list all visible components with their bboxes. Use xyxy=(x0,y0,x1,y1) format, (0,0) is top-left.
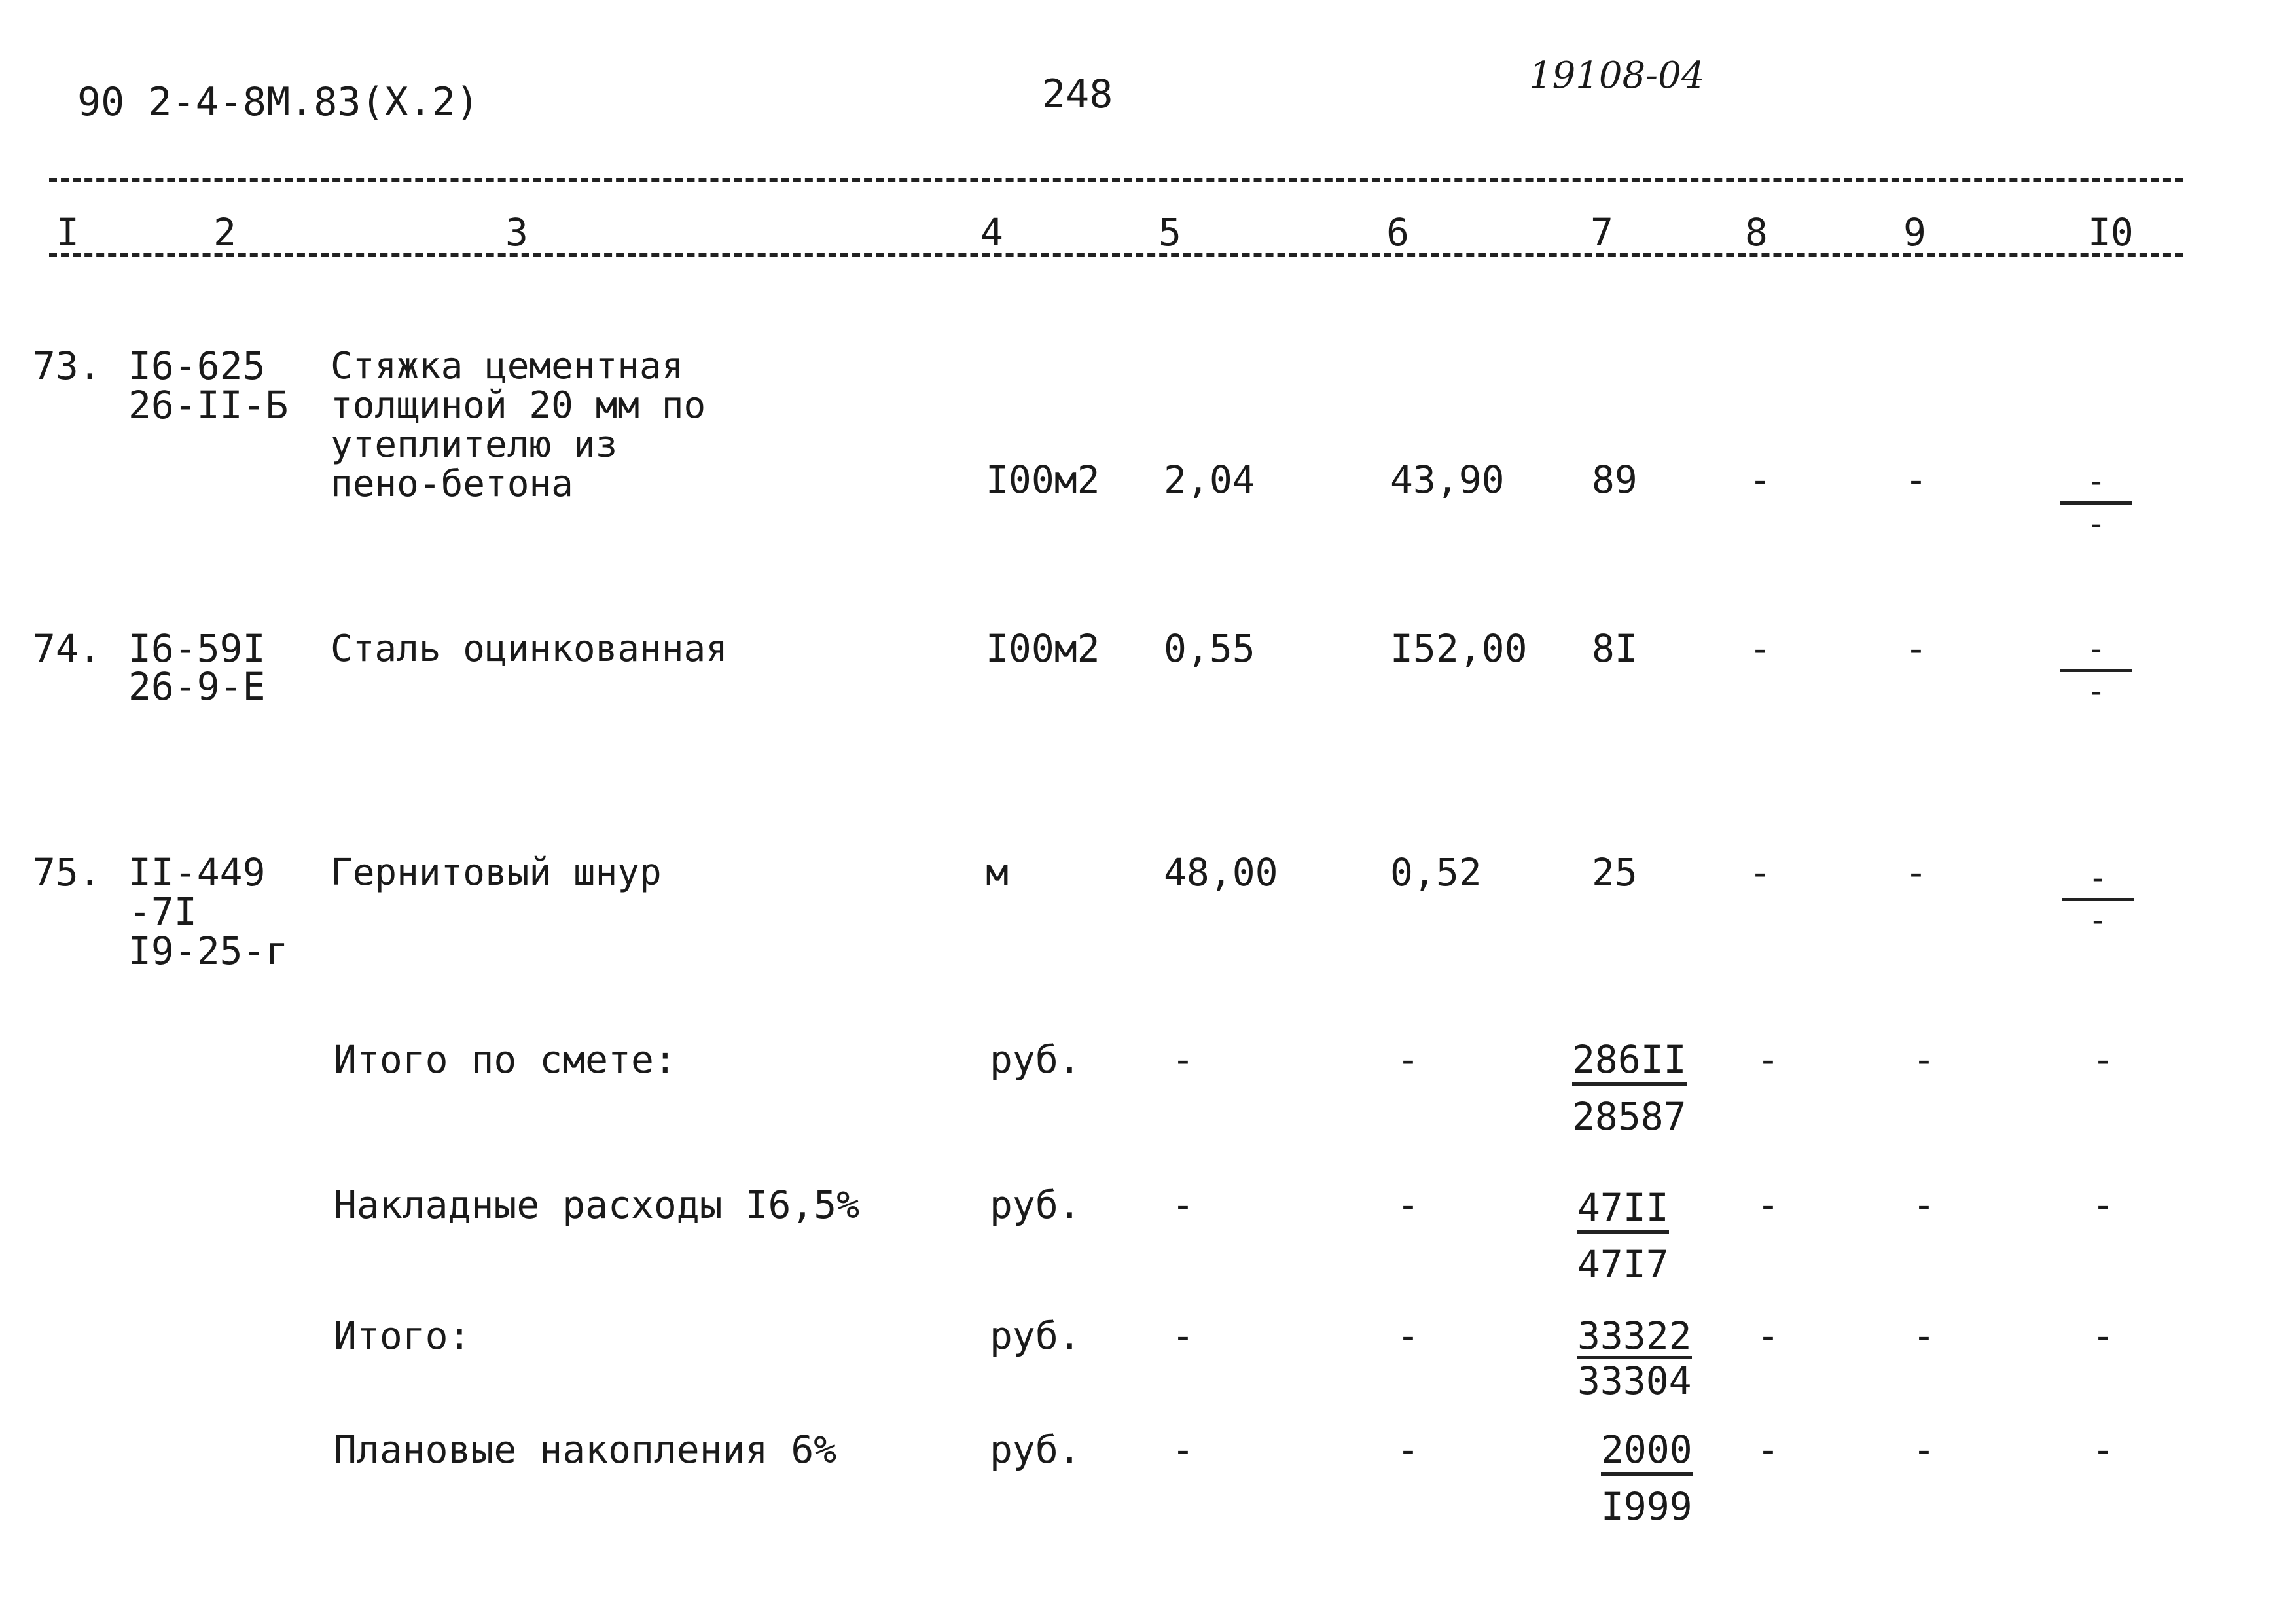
summary-col6: - xyxy=(1397,1313,1420,1358)
summary-col10: - xyxy=(2092,1313,2115,1358)
row-code-line: I6-59I xyxy=(128,626,266,671)
summary-col8: - xyxy=(1757,1427,1780,1472)
column-header: 3 xyxy=(505,210,528,255)
row-code-line: -7I xyxy=(128,889,197,934)
summary-unit: руб. xyxy=(990,1427,1081,1472)
page-number: 248 xyxy=(1042,71,1113,117)
summary-col5: - xyxy=(1172,1037,1194,1082)
summary-col8: - xyxy=(1757,1037,1780,1082)
fraction-bottom: I999 xyxy=(1601,1484,1693,1529)
fraction-top: - xyxy=(2088,860,2108,897)
summary-label: Итого: xyxy=(334,1313,471,1358)
summary-unit: руб. xyxy=(990,1037,1081,1082)
column-header: 8 xyxy=(1745,210,1768,255)
summary-col8: - xyxy=(1757,1183,1780,1227)
row-code-line: I9-25-г xyxy=(128,929,289,973)
row-description: Гернитовый шнур xyxy=(331,851,662,894)
column-header: 7 xyxy=(1590,210,1613,255)
fraction-top: 33322 xyxy=(1577,1313,1692,1358)
summary-total-fraction xyxy=(1577,1185,1669,1287)
header-bottom-rule xyxy=(49,253,2183,257)
fraction-bar xyxy=(2060,501,2132,505)
row-col8: - xyxy=(1749,850,1772,895)
column-header: I xyxy=(56,210,79,255)
fraction-top: - xyxy=(2087,463,2106,500)
row-price: 0,52 xyxy=(1390,850,1482,895)
row-col8: - xyxy=(1749,626,1772,671)
row-number: 74. xyxy=(33,626,101,671)
summary-col5: - xyxy=(1172,1183,1194,1227)
column-header: 2 xyxy=(213,210,236,255)
summary-label: Накладные расходы I6,5% xyxy=(334,1183,860,1227)
fraction-bottom: - xyxy=(2088,902,2108,939)
summary-col9: - xyxy=(1912,1183,1935,1227)
row-code-line: 26-II-Б xyxy=(128,383,289,427)
summary-total-fraction xyxy=(1572,1037,1687,1139)
row-col8: - xyxy=(1749,457,1772,502)
row-col10-fraction xyxy=(2062,860,2134,939)
fraction-bar xyxy=(2060,669,2132,672)
row-unit: I00м2 xyxy=(986,457,1100,502)
summary-col10: - xyxy=(2092,1427,2115,1472)
fraction-top: 47II xyxy=(1577,1188,1669,1234)
summary-unit: руб. xyxy=(990,1313,1081,1358)
column-header: 5 xyxy=(1158,210,1181,255)
column-header: I0 xyxy=(2088,210,2134,255)
header-top-rule xyxy=(49,178,2183,182)
summary-col8: - xyxy=(1757,1313,1780,1358)
row-unit: I00м2 xyxy=(986,626,1100,671)
row-col9: - xyxy=(1905,626,1928,671)
fraction-bottom: - xyxy=(2087,673,2106,710)
row-number: 73. xyxy=(33,344,101,388)
row-col10-fraction xyxy=(2060,631,2132,710)
row-code-line: II-449 xyxy=(128,850,266,895)
row-total: 8I xyxy=(1592,626,1638,671)
row-price: I52,00 xyxy=(1390,626,1528,671)
fraction-bottom: 47I7 xyxy=(1577,1242,1669,1287)
fraction-bottom: - xyxy=(2087,506,2106,543)
fraction-top: - xyxy=(2087,631,2106,668)
document-code: 90 2-4-8М.83(Х.2) xyxy=(77,79,480,125)
row-quantity: 48,00 xyxy=(1164,850,1278,895)
column-header: 6 xyxy=(1386,210,1409,255)
row-description: Сталь оцинкованная xyxy=(331,628,728,670)
row-description: Стяжка цементная толщиной 20 мм по утеплителю из пено-бетона xyxy=(331,345,706,505)
summary-label: Итого по смете: xyxy=(334,1037,677,1082)
fraction-top: 286II xyxy=(1572,1041,1687,1086)
row-quantity: 0,55 xyxy=(1164,626,1255,671)
summary-col6: - xyxy=(1397,1427,1420,1472)
summary-col5: - xyxy=(1172,1427,1194,1472)
summary-col6: - xyxy=(1397,1037,1420,1082)
row-col9: - xyxy=(1905,850,1928,895)
row-total: 25 xyxy=(1592,850,1638,895)
summary-col6: - xyxy=(1397,1183,1420,1227)
summary-total-fraction xyxy=(1601,1427,1693,1529)
row-code-line: I6-625 xyxy=(128,344,266,388)
summary-col5: - xyxy=(1172,1313,1194,1358)
row-col9: - xyxy=(1905,457,1928,502)
fraction-bottom: 33304 xyxy=(1577,1359,1692,1403)
row-quantity: 2,04 xyxy=(1164,457,1255,502)
handwritten-reference: 19108-04 xyxy=(1529,54,1705,97)
summary-label: Плановые накопления 6% xyxy=(334,1427,837,1472)
summary-col9: - xyxy=(1912,1427,1935,1472)
row-number: 75. xyxy=(33,850,101,895)
row-unit: м xyxy=(986,850,1009,895)
summary-col10: - xyxy=(2092,1037,2115,1082)
column-header: 9 xyxy=(1903,210,1926,255)
summary-col9: - xyxy=(1912,1037,1935,1082)
row-code-line: 26-9-Е xyxy=(128,664,266,709)
row-price: 43,90 xyxy=(1390,457,1505,502)
row-total: 89 xyxy=(1592,457,1638,502)
row-col10-fraction xyxy=(2060,463,2132,543)
fraction-bar xyxy=(2062,898,2134,901)
summary-total-fraction xyxy=(1577,1313,1692,1403)
fraction-bottom: 28587 xyxy=(1572,1094,1687,1139)
summary-unit: руб. xyxy=(990,1183,1081,1227)
summary-col10: - xyxy=(2092,1183,2115,1227)
fraction-top: 2000 xyxy=(1601,1431,1693,1476)
column-header: 4 xyxy=(980,210,1003,255)
summary-col9: - xyxy=(1912,1313,1935,1358)
